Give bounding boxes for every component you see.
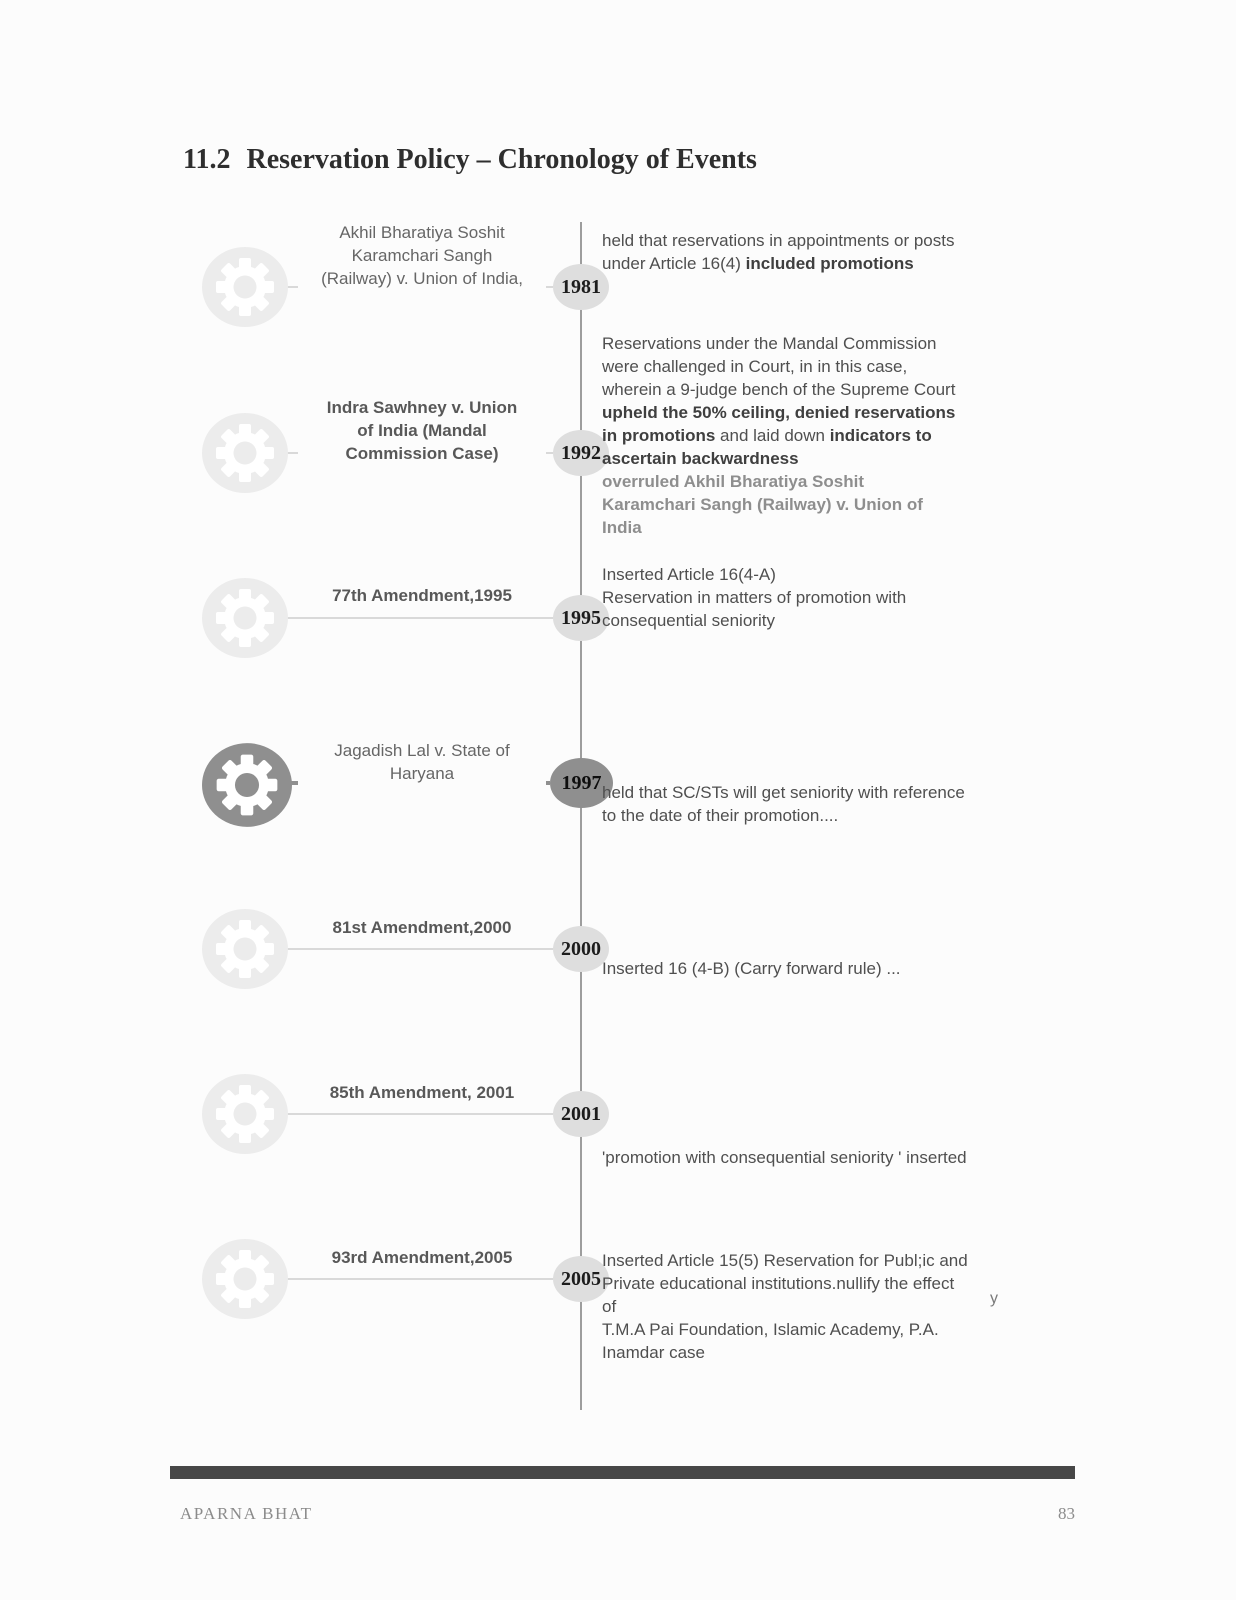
event-description-2005: Inserted Article 15(5) Reservation for Publ;ic and Private educational institutions.nullify the effect of T.M.A Pai Foundation, Islamic Academy, P.A. Inamdar case <box>602 1251 968 1362</box>
connector-line <box>245 948 553 950</box>
year-badge-2005: 2005 <box>553 1256 609 1302</box>
year-badge-1981: 1981 <box>553 264 609 310</box>
event-title-1981: Akhil Bharatiya Soshit Karamchari Sangh (Railway) v. Union of India, <box>298 221 546 290</box>
event-title-1995: 77th Amendment,1995 <box>298 584 546 607</box>
connector-line <box>245 617 553 619</box>
timeline-axis <box>580 222 582 1410</box>
event-description-1997: held that SC/STs will get seniority with reference to the date of their promotion.... <box>602 783 965 825</box>
gear-icon <box>202 413 288 493</box>
event-title-2001: 85th Amendment, 2001 <box>298 1081 546 1104</box>
gear-icon <box>202 1239 288 1319</box>
year-badge-1995: 1995 <box>553 595 609 641</box>
gear-icon <box>202 578 288 658</box>
connector-line <box>245 1278 553 1280</box>
stray-mark: y <box>990 1290 998 1307</box>
event-description-1992: Reservations under the Mandal Commission were challenged in Court, in in this case, wherein a 9-judge bench of the Supreme Court upheld the 50% ceiling, denied reservations in promotions and laid down indicators to ascertain backwardness overruled Akhil Bharatiya Soshit Karamchari Sangh (Railway) v. Union of India <box>602 334 956 537</box>
footer-divider-bar <box>170 1466 1075 1479</box>
year-badge-1992: 1992 <box>553 430 609 476</box>
gear-icon <box>202 1074 288 1154</box>
gear-icon <box>202 743 288 823</box>
event-title-2005: 93rd Amendment,2005 <box>298 1246 546 1269</box>
event-description-2000: Inserted 16 (4-B) (Carry forward rule) ... <box>602 959 901 978</box>
event-title-1992: Indra Sawhney v. Union of India (Mandal Commission Case) <box>298 396 546 465</box>
footer-author: APARNA BHAT <box>180 1504 313 1523</box>
year-badge-2001: 2001 <box>553 1091 609 1137</box>
page-title <box>183 144 757 176</box>
connector-line <box>245 1113 553 1115</box>
section-number: 11.2 <box>183 144 231 175</box>
gear-icon <box>202 247 288 327</box>
event-title-2000: 81st Amendment,2000 <box>298 916 546 939</box>
section-title: Reservation Policy – Chronology of Events <box>246 144 757 175</box>
year-badge-1997: 1997 <box>550 758 613 808</box>
event-description-1995: Inserted Article 16(4-A) Reservation in matters of promotion with consequential seniority <box>602 565 907 630</box>
footer-page-number: 83 <box>1058 1504 1075 1523</box>
year-badge-2000: 2000 <box>553 926 609 972</box>
event-title-1997: Jagadish Lal v. State of Haryana <box>298 739 546 785</box>
event-description-2001: 'promotion with consequential seniority ' inserted <box>602 1148 967 1167</box>
event-description-1981: held that reservations in appointments or posts under Article 16(4) included promotions <box>602 231 955 273</box>
gear-icon <box>202 909 288 989</box>
